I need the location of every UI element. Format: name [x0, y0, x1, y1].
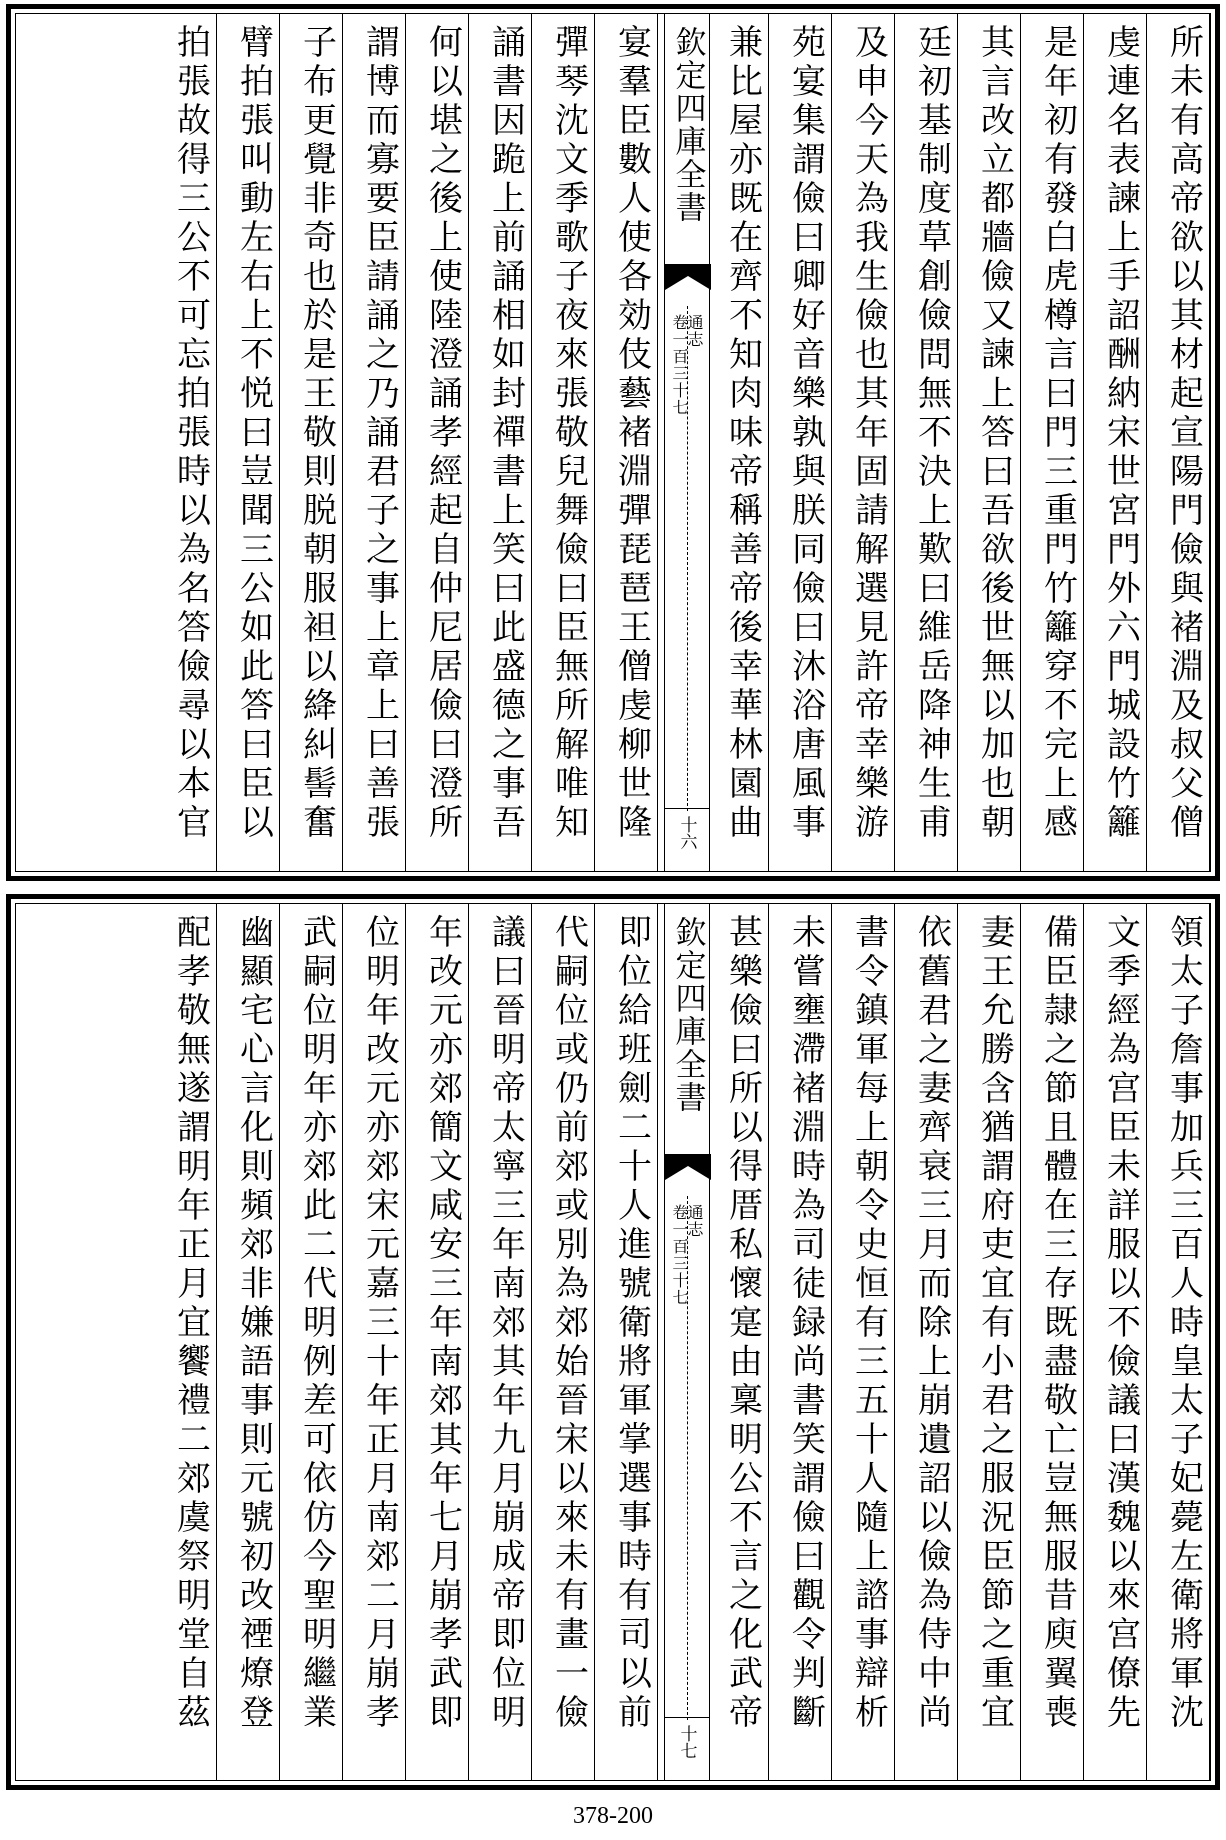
column-text: 宴羣臣數人使各効伎藝褚淵彈琵琶王僧虔柳世隆 — [611, 24, 652, 843]
column-text: 未嘗壅滯褚淵時為司徒録尚書笑謂儉曰觀令判斷 — [785, 914, 826, 1733]
column-text: 及申今天為我生儉也其年固請解選見許帝幸樂游 — [848, 24, 889, 843]
column-text: 即位給班劍二十人進號衛將軍掌選事時有司以前 — [611, 914, 652, 1733]
column-text: 領太子詹事加兵三百人時皇太子妃薨左衛將軍沈 — [1163, 914, 1204, 1733]
column-2 — [1095, 14, 1147, 871]
book-name: 通志 — [685, 1204, 704, 1238]
book-title: 欽定四庫全書 — [669, 916, 706, 1114]
column-text: 臂拍張叫動左右上不悦曰豈聞三公如此答曰臣以 — [233, 24, 274, 843]
column-12 — [417, 904, 469, 1780]
column-text: 彈琴沈文季歌子夜來張敬兒舞儉曰臣無所解唯知 — [548, 24, 589, 843]
fishtail-mark-icon — [665, 1154, 711, 1194]
column-text: 子布更覺非奇也於是王敬則脱朝服袒以絳糾髻奮 — [296, 24, 337, 843]
column-4 — [969, 904, 1021, 1780]
column-text: 武嗣位明年亦郊此二代明例差可依仿今聖明繼業 — [296, 914, 337, 1733]
page-divider — [665, 1717, 709, 1718]
column-13 — [354, 904, 406, 1780]
center-fold — [664, 14, 710, 871]
column-10 — [543, 904, 595, 1780]
column-9 — [606, 904, 658, 1780]
column-text: 拍張故得三公不可忘拍張時以為名答儉尋以本官 — [170, 24, 211, 843]
page-number: 十六 — [676, 816, 697, 850]
column-10 — [543, 14, 595, 871]
column-6 — [843, 14, 895, 871]
column-4 — [969, 14, 1021, 871]
column-5 — [906, 904, 958, 1780]
column-text: 位明年改元亦郊宋元嘉三十年正月南郊二月崩孝 — [359, 914, 400, 1733]
column-15 — [228, 14, 280, 871]
column-12 — [417, 14, 469, 871]
column-text: 誦書因跪上前誦相如封禪書上笑曰此盛德之事吾 — [485, 24, 526, 843]
column-text: 其言改立都牆儉又諫上答曰吾欲後世無以加也朝 — [974, 24, 1015, 843]
column-1 — [1158, 14, 1210, 871]
column-7 — [780, 904, 832, 1780]
column-text: 甚樂儉曰所以得厝私懷寔由稟明公不言之化武帝 — [722, 914, 763, 1733]
column-14 — [291, 904, 343, 1780]
column-text: 配孝敬無遂謂明年正月宜饗禮二郊虞祭明堂自茲 — [170, 914, 211, 1733]
column-text: 備臣隷之節且體在三存既盡敬亡豈無服昔庾翼喪 — [1037, 914, 1078, 1733]
column-text: 年改元亦郊簡文咸安三年南郊其年七月崩孝武即 — [422, 914, 463, 1733]
book-name: 通志 — [685, 314, 704, 348]
upper-text-frame — [15, 13, 1211, 872]
column-1 — [1158, 904, 1210, 1780]
column-text: 是年初有發白虎樽言曰門三重門竹籬穿不完上感 — [1037, 24, 1078, 843]
fishtail-mark-icon — [665, 264, 711, 304]
column-text: 依舊君之妻齊衰三月而除上崩遺詔以儉為侍中尚 — [911, 914, 952, 1733]
column-11 — [480, 904, 532, 1780]
column-15 — [228, 904, 280, 1780]
column-7 — [780, 14, 832, 871]
column-16 — [165, 904, 217, 1780]
column-text: 議曰晉明帝太寧三年南郊其年九月崩成帝即位明 — [485, 914, 526, 1733]
page-lower-panel — [6, 894, 1220, 1790]
column-9 — [606, 14, 658, 871]
center-fold — [664, 904, 710, 1780]
column-5 — [906, 14, 958, 871]
column-3 — [1032, 14, 1084, 871]
column-text: 虔連名表諫上手詔酬納宋世宮門外六門城設竹籬 — [1100, 24, 1141, 843]
column-text: 書令鎮軍每上朝令史恒有三五十人隨上諮事辯析 — [848, 914, 889, 1733]
column-14 — [291, 14, 343, 871]
page-divider — [665, 808, 709, 809]
column-2 — [1095, 904, 1147, 1780]
column-text: 幽顯宅心言化則頻郊非嫌語事則元號初改禋燎登 — [233, 914, 274, 1733]
column-text: 所未有高帝欲以其材起宣陽門儉與褚淵及叔父僧 — [1163, 24, 1204, 843]
page-upper-panel — [6, 4, 1220, 881]
column-16 — [165, 14, 217, 871]
book-title: 欽定四庫全書 — [669, 26, 706, 224]
column-text: 謂博而寡要臣請誦之乃誦君子之事上章上曰善張 — [359, 24, 400, 843]
column-text: 何以堪之後上使陸澄誦孝經起自仲尼居儉曰澄所 — [422, 24, 463, 843]
volume-label: 卷一百三十七 — [670, 1204, 689, 1306]
column-3 — [1032, 904, 1084, 1780]
lower-text-frame — [15, 903, 1211, 1781]
column-13 — [354, 14, 406, 871]
column-text: 苑宴集謂儉曰卿好音樂孰與朕同儉曰沐浴唐風事 — [785, 24, 826, 843]
page-number: 十七 — [676, 1725, 697, 1759]
column-text: 廷初基制度草創儉問無不決上歎曰維岳降神生甫 — [911, 24, 952, 843]
column-text: 文季經為宫臣未詳服以不儉議曰漢魏以來宫僚先 — [1100, 914, 1141, 1733]
column-text: 兼比屋亦既在齊不知肉味帝稱善帝後幸華林園曲 — [722, 24, 763, 843]
column-text: 代嗣位或仍前郊或別為郊始晉宋以來未有畫一儉 — [548, 914, 589, 1733]
column-11 — [480, 14, 532, 871]
column-text: 妻王允勝含猶謂府吏宜有小君之服況臣節之重宜 — [974, 914, 1015, 1733]
volume-label: 卷一百三十七 — [670, 314, 689, 416]
column-8 — [717, 14, 769, 871]
column-8 — [717, 904, 769, 1780]
page-footer-number: 378-200 — [573, 1803, 653, 1829]
column-6 — [843, 904, 895, 1780]
